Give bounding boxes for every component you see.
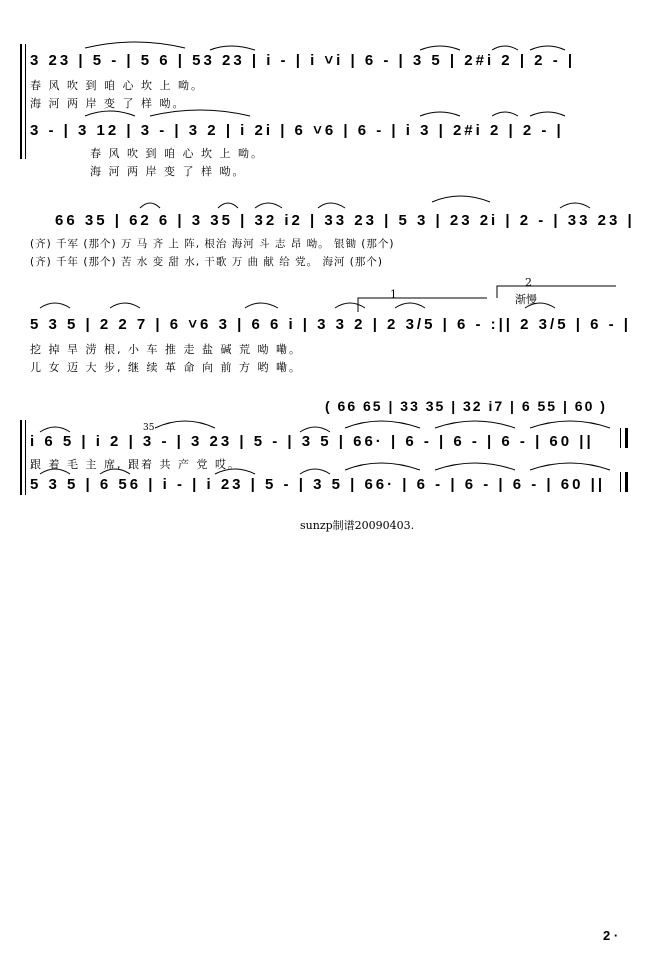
system4-lower-notes: 5 3 5 | 6 56 | i - | i 23 | 5 - | 3 5 | 66· | 6 - | 6 - | 6 - | 60 ||: [30, 476, 606, 493]
system4-brace: [20, 420, 22, 495]
system1-lower-lyric-2: 海 河 两 岸 变 了 样 呦。: [90, 165, 246, 178]
system2-lyric-2: (齐) 千年 (那个) 苦 水 变 甜 水, 干歌 万 曲 献 给 党。 海河 (那个): [30, 256, 383, 268]
system4-upper-notes: i 6 5 | i 2 | 3 - | 3 23 | 5 - | 3 5 | 66· | 6 - | 6 - | 6 - | 60 ||: [30, 433, 594, 450]
system1-upper-notes: 3 23 | 5 - | 5 6 | 53 23 | i - | i ˅i | 6 - | 3 5 | 2#i 2 | 2 - |: [30, 52, 576, 69]
system3-lyric-1: 挖 掉 旱 涝 根, 小 车 推 走 盐 碱 荒 呦 嘞。: [30, 343, 302, 356]
system2-notes: 66 35 | 62 6 | 3 35 | 32 i2 | 33 23 | 5 3 | 23 2i | 2 - | 33 23 |: [55, 212, 635, 229]
system2-lyric-1: (齐) 千军 (那个) 万 马 齐 上 阵, 根治 海河 斗 志 昂 呦。 银锄 (那个): [30, 238, 395, 250]
system3-lyric-2: 儿 女 迈 大 步, 继 续 革 命 向 前 方 哟 嘞。: [30, 361, 302, 374]
system3-notes: 5 3 5 | 2 2 7 | 6 ˅6 3 | 6 6 i | 3 3 2 | 2 3/5 | 6 - :|| 2 3/5 | 6 - |: [30, 316, 631, 333]
final-barline-upper: [620, 428, 628, 448]
credit-text: sunzp制谱20090403.: [300, 519, 415, 532]
interlude-notes: ( 66 65 | 33 35 | 32 i7 | 6 55 | 60 ): [325, 398, 607, 414]
volta-2-label: 2: [525, 276, 532, 289]
grace-note-mark: 35: [143, 423, 155, 433]
system4-upper-lyric: 跟 着 毛 主 席, 跟着 共 产 党 哎。: [30, 458, 241, 471]
system1-lower-lyric-1: 春 风 吹 到 咱 心 坎 上 呦。: [90, 147, 264, 160]
page-number: 2 ·: [603, 928, 619, 943]
system1-upper-lyric-1: 春 风 吹 到 咱 心 坎 上 呦。: [30, 79, 204, 92]
system1-lower-notes: 3 - | 3 12 | 3 - | 3 2 | i 2i | 6 ˅6 | 6 - | i 3 | 2#i 2 | 2 - |: [30, 122, 564, 139]
volta-1-label: 1: [390, 288, 397, 301]
system1-upper-lyric-2: 海 河 两 岸 变 了 样 呦。: [30, 97, 186, 110]
final-barline-lower: [620, 472, 628, 492]
tempo-mark: 渐慢: [515, 293, 537, 306]
